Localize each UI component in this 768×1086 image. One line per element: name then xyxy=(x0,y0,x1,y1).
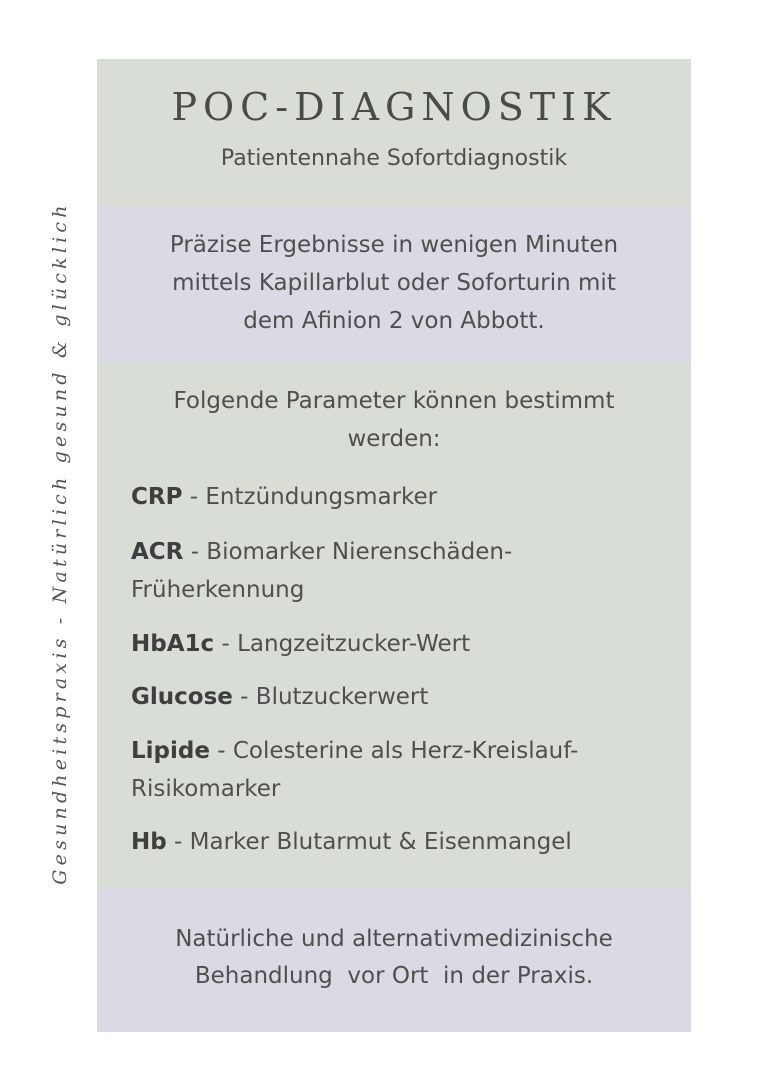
parameter-item-glucose xyxy=(131,678,671,716)
footer-line: Natürliche und alternativmedizinische xyxy=(175,926,613,952)
parameter-item-crp xyxy=(131,478,671,516)
parameters-heading-line: werden: xyxy=(347,426,441,452)
footer-text xyxy=(117,921,671,995)
intro-line: mittels Kapillarblut oder Soforturin mit xyxy=(172,270,616,296)
intro-section xyxy=(97,205,691,361)
footer-section xyxy=(97,888,691,1032)
parameter-name: ACR xyxy=(131,539,184,565)
parameter-description: - Colesterine als Herz-Kreislauf- xyxy=(209,738,579,764)
parameter-description: - Entzündungsmarker xyxy=(182,484,438,510)
parameter-name: Hb xyxy=(131,829,167,855)
parameters-section xyxy=(97,361,691,888)
parameter-description: - Langzeitzucker-Wert xyxy=(214,631,471,657)
parameter-name: CRP xyxy=(131,484,183,510)
parameters-heading-line: Folgende Parameter können bestimmt xyxy=(173,388,615,414)
parameter-item-lipide xyxy=(131,732,671,808)
parameter-item-acr xyxy=(131,533,671,609)
parameter-description: - Marker Blutarmut & Eisenmangel xyxy=(166,829,572,855)
title-section xyxy=(97,59,691,205)
parameter-description-continued: Früherkennung xyxy=(131,577,305,603)
intro-text xyxy=(117,226,671,340)
page-subtitle: Patientennahe Sofortdiagnostik xyxy=(220,146,568,171)
page-title: POC-DIAGNOSTIK xyxy=(171,85,617,129)
parameters-heading xyxy=(117,382,671,458)
side-tagline: Gesundheitspraxis - Natürlich gesund & glücklich xyxy=(49,201,71,885)
info-card xyxy=(97,59,691,1032)
parameter-name: HbA1c xyxy=(131,631,215,657)
intro-line: Präzise Ergebnisse in wenigen Minuten xyxy=(169,232,619,258)
intro-line: dem Afinion 2 von Abbott. xyxy=(243,308,545,334)
parameter-description-continued: Risikomarker xyxy=(131,776,281,802)
parameter-item-hb xyxy=(131,823,671,861)
parameter-description: - Blutzuckerwert xyxy=(232,684,429,710)
parameter-name: Lipide xyxy=(131,738,210,764)
parameter-description: - Biomarker Nierenschäden- xyxy=(183,539,513,565)
parameter-name: Glucose xyxy=(131,684,233,710)
footer-line: Behandlung vor Ort in der Praxis. xyxy=(194,963,594,989)
parameter-item-hba1c xyxy=(131,625,671,663)
